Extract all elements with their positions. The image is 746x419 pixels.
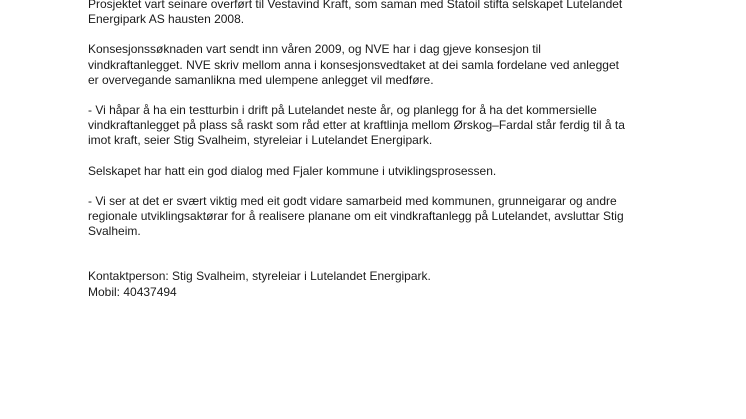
text-line: Selskapet har hatt ein god dialog med Fjaler kommune i utviklingsprosessen. — [88, 163, 497, 178]
text-line: vindkraftanlegget. NVE skriv mellom anna i konsesjonsvedtaket at dei samla fordelane ved anlegget — [88, 57, 619, 72]
text-line: er overvegande samanlikna med ulempene anlegget vil medføre. — [88, 72, 434, 87]
text-line: - Vi håpar å ha ein testturbin i drift på Lutelandet neste år, og planlegg for å ha det kommersielle — [88, 103, 597, 118]
text-line: Konsesjonssøknaden vart sendt inn våren 2009, og NVE har i dag gjeve konsesjon til — [88, 42, 541, 57]
text-line: vindkraftanlegget på plass så raskt som råd etter at kraftlinja mellom Ørskog–Fardal står ferdig til å ta — [88, 118, 625, 133]
paragraph-quote-test-turbine — [88, 103, 688, 149]
text-line: regionale utviklingsaktørar for å realisere planane om eit vindkraftanlegg på Lutelandet, avsluttar Stig — [88, 209, 624, 224]
paragraph-quote-cooperation — [88, 194, 688, 240]
text-line: - Vi ser at det er svært viktig med eit godt vidare samarbeid med kommunen, grunneigarar og andre — [88, 193, 617, 208]
paragraph-project-transfer — [88, 0, 688, 27]
text-line: Energipark AS hausten 2008. — [88, 12, 245, 27]
text-line: Svalheim. — [88, 224, 141, 239]
paragraph-dialog — [88, 164, 688, 179]
text-line: Prosjektet vart seinare overført til Vestavind Kraft, som saman med Statoil stifta selskapet Lutelandet — [88, 0, 623, 11]
contact-block — [88, 269, 688, 299]
text-line: imot kraft, seier Stig Svalheim, styreleiar i Lutelandet Energipark. — [88, 133, 433, 148]
document-body — [88, 0, 688, 315]
spacer — [88, 254, 688, 269]
contact-mobile: Mobil: 40437494 — [88, 284, 177, 299]
contact-person: Kontaktperson: Stig Svalheim, styreleiar i Lutelandet Energipark. — [88, 269, 431, 284]
paragraph-concession — [88, 42, 688, 88]
